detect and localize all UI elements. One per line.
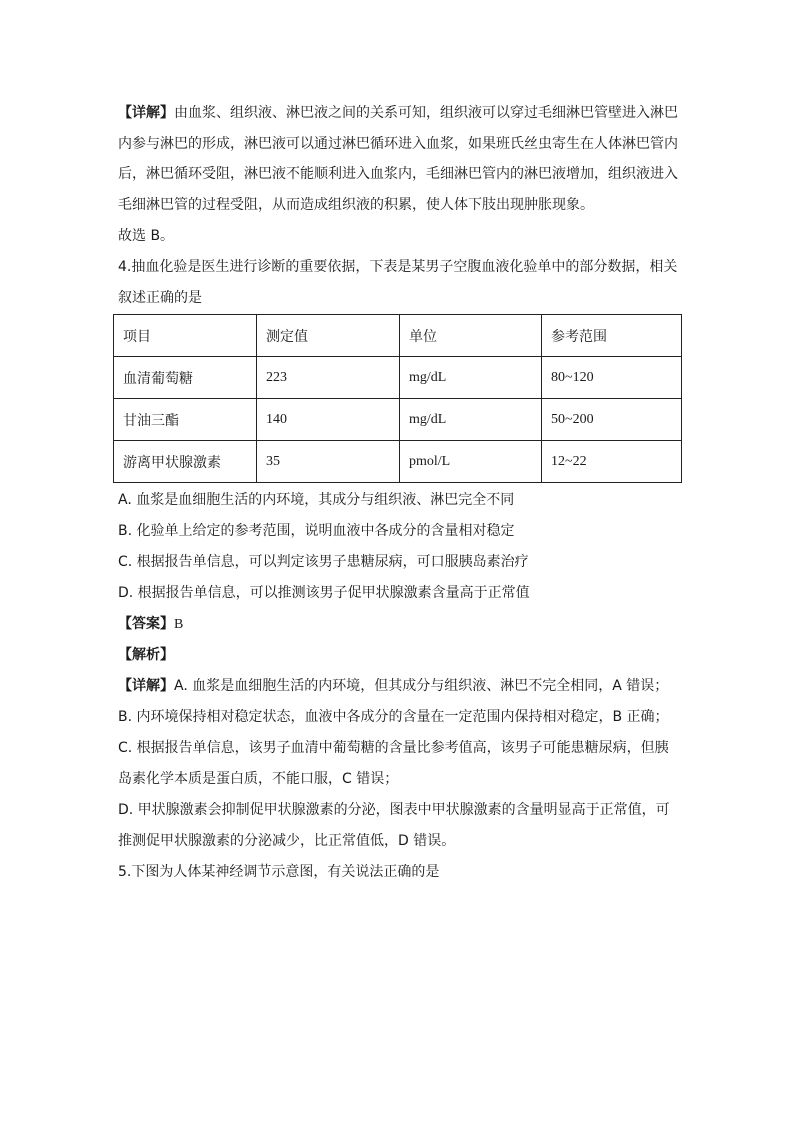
- table-cell-item: 游离甲状腺激素: [114, 441, 257, 483]
- table-cell-value: 140: [257, 399, 400, 441]
- table-cell-unit: mg/dL: [400, 357, 542, 399]
- choice-line: 故选 B。: [118, 228, 175, 244]
- table-cell-range: 50~200: [542, 399, 682, 441]
- detail-tag: 【详解】: [118, 105, 174, 121]
- option-a: A. 血浆是血细胞生活的内环境，其成分与组织液、淋巴完全不同: [118, 492, 515, 508]
- answer-tag: 【答案】: [118, 616, 174, 632]
- table-row: [114, 357, 682, 399]
- option-b: B. 化验单上给定的参考范围，说明血液中各成分的含量相对稳定: [118, 523, 515, 539]
- detail-paragraph-line-4: 毛细淋巴管的过程受阻，从而造成组织液的积累，使人体下肢出现肿胀现象。: [118, 197, 594, 213]
- table-cell-unit: pmol/L: [400, 441, 542, 483]
- table-header-cell: 单位: [400, 315, 542, 357]
- answer-value: B: [174, 617, 184, 632]
- question-4-stem-line-2: 叙述正确的是: [118, 290, 202, 306]
- table-row: [114, 441, 682, 483]
- explanation-line-5: D. 甲状腺激素会抑制促甲状腺激素的分泌，图表中甲状腺激素的含量明显高于正常值，可: [118, 802, 670, 818]
- answer-line: [118, 614, 183, 635]
- detail-paragraph-line-1: [118, 103, 678, 123]
- table-cell-range: 80~120: [542, 357, 682, 399]
- table-row: [114, 399, 682, 441]
- question-5-stem: 5.下图为人体某神经调节示意图，有关说法正确的是: [118, 864, 440, 880]
- option-d: D. 根据报告单信息，可以推测该男子促甲状腺激素含量高于正常值: [118, 585, 530, 601]
- table-header-row: [114, 315, 682, 357]
- table-header-cell: 参考范围: [542, 315, 682, 357]
- table-cell-unit: mg/dL: [400, 399, 542, 441]
- explanation-line-2: B. 内环境保持相对稳定状态，血液中各成分的含量在一定范围内保持相对稳定，B 正确；: [118, 709, 669, 725]
- blood-test-table: [113, 314, 682, 483]
- analysis-tag: 【解析】: [118, 647, 174, 663]
- table-cell-value: 35: [257, 441, 400, 483]
- question-4-stem-line-1: 4.抽血化验是医生进行诊断的重要依据，下表是某男子空腹血液化验单中的部分数据，相关: [118, 259, 678, 275]
- table-header-cell: 测定值: [257, 315, 400, 357]
- table-header-cell: 项目: [114, 315, 257, 357]
- explanation-line-4: 岛素化学本质是蛋白质，不能口服，C 错误；: [118, 771, 399, 787]
- detail-paragraph-line-3: 后，淋巴循环受阻，淋巴液不能顺利进入血浆内，毛细淋巴管内的淋巴液增加，组织液进入: [118, 166, 678, 182]
- detail-text: 由血浆、组织液、淋巴液之间的关系可知，组织液可以穿过毛细淋巴管壁进入淋巴: [174, 105, 678, 121]
- table-cell-value: 223: [257, 357, 400, 399]
- option-c: C. 根据报告单信息，可以判定该男子患糖尿病，可口服胰岛素治疗: [118, 554, 529, 570]
- explanation-text: A. 血浆是血细胞生活的内环境，但其成分与组织液、淋巴不完全相同，A 错误；: [174, 678, 669, 694]
- detail-paragraph-line-2: 内参与淋巴的形成，淋巴液可以通过淋巴循环进入血浆，如果班氏丝虫寄生在人体淋巴管内: [118, 136, 678, 152]
- table-cell-item: 甘油三酯: [114, 399, 257, 441]
- table-cell-item: 血清葡萄糖: [114, 357, 257, 399]
- explanation-line-1: [118, 676, 668, 696]
- table-cell-range: 12~22: [542, 441, 682, 483]
- detail-tag: 【详解】: [118, 678, 174, 694]
- explanation-line-6: 推测促甲状腺激素的分泌减少，比正常值低，D 错误。: [118, 833, 456, 849]
- explanation-line-3: C. 根据报告单信息，该男子血清中葡萄糖的含量比参考值高，该男子可能患糖尿病，但胰: [118, 740, 669, 756]
